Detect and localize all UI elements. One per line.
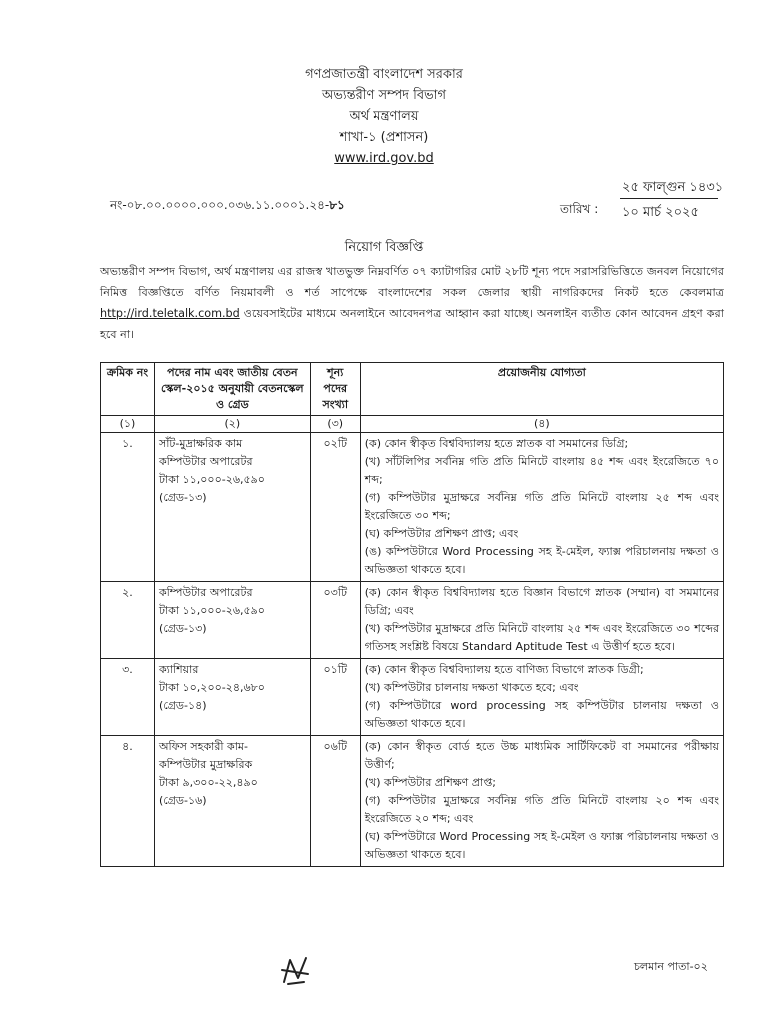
qualification-item: (খ) সাঁটলিপির সর্বনিম্ন গতি প্রতি মিনিটে বাংলায় ৪৫ শব্দ এবং ইংরেজিতে ৭০ শব্দ; xyxy=(364,455,719,486)
qualification-item: (ঘ) কম্পিউটারে Word Processing সহ ই-মেইল ও ফ্যাক্স পরিচালনায় দক্ষতা ও অভিজ্ঞতা থাকতে হবে। xyxy=(364,830,719,861)
column-number: (৪) xyxy=(360,416,723,433)
memo-number xyxy=(110,197,345,217)
post-cell xyxy=(154,736,310,867)
qualification-item: (ঙ) কম্পিউটারে Word Processing সহ ই-মেইল, ফ্যাক্স পরিচালনায় দক্ষতা ও অভিজ্ঞতা থাকতে হবে। xyxy=(364,545,719,576)
qualification-item: (ক) কোন স্বীকৃত বিশ্ববিদ্যালয় হতে বিজ্ঞান বিভাগে স্নাতক (সম্মান) বা সমমানের ডিগ্রি; এবং xyxy=(364,586,719,617)
post-line: (গ্রেড-১৩) xyxy=(158,491,207,504)
post-line: কম্পিউটার মুদ্রাক্ষরিক xyxy=(158,758,253,771)
table-row xyxy=(101,736,724,867)
qualification-item: (গ) কম্পিউটারে word processing সহ কম্পিউটার চালনায় দক্ষতা ও অভিজ্ঞতা থাকতে হবে। xyxy=(364,699,719,730)
qualification-cell xyxy=(360,659,723,736)
date-english: ১০ মার্চ ২০২৫ xyxy=(622,205,699,220)
vacancy-table xyxy=(100,362,724,867)
division-name: অভ্যন্তরীণ সম্পদ বিভাগ xyxy=(321,88,447,103)
post-line: ক্যাশিয়ার xyxy=(158,663,199,676)
table-body xyxy=(101,433,724,867)
post-line: টাকা ৯,৩০০-২২,৪৯০ xyxy=(158,776,258,789)
qualification-item: (ঘ) কম্পিউটার প্রশিক্ষণ প্রাপ্ত; এবং xyxy=(364,527,519,540)
intro-text-2: ওয়েবসাইটের মাধ্যমে অনলাইনে আবেদনপত্র আহ্বান করা যাচ্ছে। অনলাইন ব্যতীত কোন আবেদন গ্রহণ করা হবে না। xyxy=(100,307,724,341)
application-link[interactable]: http://ird.teletalk.com.bd xyxy=(100,307,240,320)
qualification-item: (ক) কোন স্বীকৃত বোর্ড হতে উচ্চ মাধ্যমিক সার্টিফিকেট বা সমমানের পরীক্ষায় উত্তীর্ণ; xyxy=(364,740,719,771)
qualification-item: (ক) কোন স্বীকৃত বিশ্ববিদ্যালয় হতে বাণিজ্য বিভাগে স্নাতক ডিগ্রী; xyxy=(364,663,644,676)
qualification-item: (খ) কম্পিউটার চালনায় দক্ষতা থাকতে হবে; এবং xyxy=(364,681,579,694)
date-divider xyxy=(620,198,718,199)
qualification-item: (গ) কম্পিউটার মুদ্রাক্ষরে সর্বনিম্ন গতি প্রতি মিনিটে বাংলায় ২০ শব্দ এবং ইংরেজিতে ২০ শব্দ; এবং xyxy=(364,794,719,825)
qualification-cell xyxy=(360,433,723,582)
serial-number: ২. xyxy=(101,582,155,659)
post-line: টাকা ১১,০০০-২৬,৫৯০ xyxy=(158,473,265,486)
memo-number-prefix: নং-০৮.০০.০০০০.০০০.০৩৬.১১.০০০১.২৪- xyxy=(110,198,330,212)
date-bangla: ২৫ ফাল্গুন ১৪৩১ xyxy=(622,180,724,195)
post-line: (গ্রেড-১৪) xyxy=(158,699,207,712)
post-cell xyxy=(154,433,310,582)
letterhead xyxy=(0,64,768,169)
post-line: সাঁট-মুদ্রাক্ষরিক কাম xyxy=(158,437,243,450)
serial-number: ১. xyxy=(101,433,155,582)
serial-number: ৩. xyxy=(101,659,155,736)
intro-paragraph xyxy=(100,261,724,345)
column-number: (২) xyxy=(154,416,310,433)
ministry-name: অর্থ মন্ত্রণালয় xyxy=(349,109,419,124)
date-label: তারিখ : xyxy=(560,202,599,216)
header-qualification: প্রয়োজনীয় যোগ্যতা xyxy=(360,363,723,416)
post-line: (গ্রেড-১৩) xyxy=(158,622,207,635)
memo-number-suffix: ৮১ xyxy=(329,198,345,212)
post-line: কম্পিউটার অপারেটর xyxy=(158,455,253,468)
qualification-item: (ক) কোন স্বীকৃত বিশ্ববিদ্যালয় হতে স্নাতক বা সমমানের ডিগ্রি; xyxy=(364,437,629,450)
header-post: পদের নাম এবং জাতীয় বেতন স্কেল-২০১৫ অনুযায়ী বেতনস্কেল ও গ্রেড xyxy=(154,363,310,416)
qualification-cell xyxy=(360,582,723,659)
qualification-item: (খ) কম্পিউটার প্রশিক্ষণ প্রাপ্ত; xyxy=(364,776,496,789)
continued-page-note: চলমান পাতা-০২ xyxy=(634,960,708,973)
table-row xyxy=(101,433,724,582)
intro-text-1: অভ্যন্তরীণ সম্পদ বিভাগ, অর্থ মন্ত্রণালয় এর রাজস্ব খাতভুক্ত নিম্নবর্ণিত ০৭ ক্যাটাগরির মোট ২৮টি শূন্য পদে সরাসরিভিত্তিতে জনবল নিয়োগের নিমিত্ত বিজ্ঞপ্তিতে বর্ণিত নিয়মাবলী ও শর্ত সাপেক্ষে বাংলাদেশের সকল জেলার স্থায়ী নাগরিকদের নিকট হতে কেবলমাত্র xyxy=(100,265,724,299)
column-number-row xyxy=(101,416,724,433)
website-link[interactable]: www.ird.gov.bd xyxy=(334,151,434,166)
government-name: গণপ্রজাতন্ত্রী বাংলাদেশ সরকার xyxy=(305,67,463,82)
header-serial: ক্রমিক নং xyxy=(101,363,155,416)
serial-number: ৪. xyxy=(101,736,155,867)
post-cell xyxy=(154,582,310,659)
branch-name: শাখা-১ (প্রশাসন) xyxy=(339,130,429,145)
post-cell xyxy=(154,659,310,736)
column-number: (৩) xyxy=(310,416,360,433)
table-header-row xyxy=(101,363,724,416)
vacancy-count: ০৩টি xyxy=(310,582,360,659)
post-line: টাকা ১০,২০০-২৪,৬৮০ xyxy=(158,681,265,694)
column-number: (১) xyxy=(101,416,155,433)
table-row xyxy=(101,582,724,659)
vacancy-count: ০১টি xyxy=(310,659,360,736)
notice-title: নিয়োগ বিজ্ঞপ্তি xyxy=(344,240,424,255)
qualification-item: (গ) কম্পিউটার মুদ্রাক্ষরে সর্বনিম্ন গতি প্রতি মিনিটে বাংলায় ২৫ শব্দ এবং ইংরেজিতে ৩০ শব্দ; xyxy=(364,491,719,522)
qualification-cell xyxy=(360,736,723,867)
vacancy-count: ০৬টি xyxy=(310,736,360,867)
header-count: শূন্য পদের সংখ্যা xyxy=(310,363,360,416)
post-line: কম্পিউটার অপারেটর xyxy=(158,586,253,599)
post-line: অফিস সহকারী কাম- xyxy=(158,740,249,753)
table-row xyxy=(101,659,724,736)
vacancy-count: ০২টি xyxy=(310,433,360,582)
post-line: (গ্রেড-১৬) xyxy=(158,794,207,807)
signature-mark xyxy=(278,952,312,988)
post-line: টাকা ১১,০০০-২৬,৫৯০ xyxy=(158,604,265,617)
qualification-item: (খ) কম্পিউটার মুদ্রাক্ষরে প্রতি মিনিটে বাংলায় ২৫ শব্দ এবং ইংরেজিতে ৩০ শব্দের গতিসহ সংশ্লিষ্ট বিষয়ে Standard Aptitude Test এ উত্তীর্ণ হতে হবে। xyxy=(364,622,719,653)
